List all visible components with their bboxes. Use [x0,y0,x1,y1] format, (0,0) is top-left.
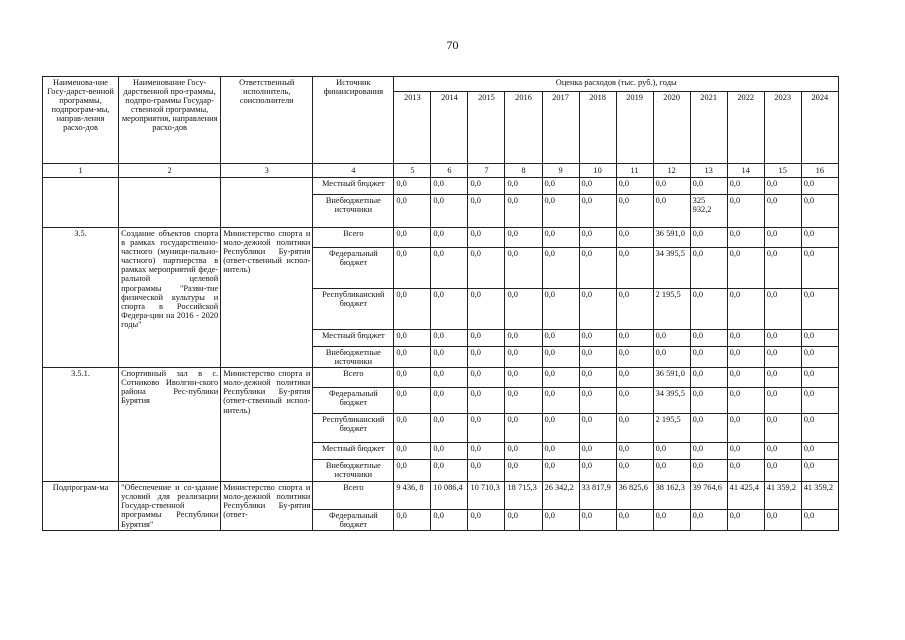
cell-program-code [43,178,119,228]
cell-value: 41 359,2 [801,482,838,510]
cell-value: 2 195,5 [653,289,690,330]
cell-value: 0,0 [727,460,764,482]
cell-value: 0,0 [394,248,431,289]
cell-value: 0,0 [431,388,468,414]
cell-value: 0,0 [690,228,727,248]
cell-value: 0,0 [727,289,764,330]
cell-value: 0,0 [764,330,801,347]
cell-funding-source: Республиканский бюджет [313,414,394,443]
cell-value: 0,0 [579,195,616,228]
cell-value: 0,0 [505,443,542,460]
cell-executor: Министерство спорта и моло-дежной политики Республики Бу-рятия (ответ-ственный испол-нитель) [221,368,313,482]
column-number: 7 [468,164,505,178]
cell-value: 0,0 [505,368,542,388]
cell-value: 0,0 [431,195,468,228]
cell-value: 0,0 [579,443,616,460]
cell-value: 0,0 [431,248,468,289]
cell-value: 0,0 [616,347,653,368]
header-program-name: Наименова-ние Госу-дарст-венной программы, подпрограм-мы, направ-ления расхо-дов [43,77,119,164]
cell-value: 0,0 [690,289,727,330]
column-number: 14 [727,164,764,178]
cell-value: 0,0 [431,228,468,248]
table-row [43,228,839,248]
cell-value: 0,0 [579,178,616,195]
cell-value: 0,0 [801,347,838,368]
cell-value: 0,0 [690,248,727,289]
cell-executor [221,178,313,228]
cell-funding-source: Федеральный бюджет [313,248,394,289]
cell-executor: Министерство спорта и моло-дежной политики Республики Бу-рятия (ответ-ственный испол-нитель) [221,228,313,368]
cell-value: 0,0 [505,510,542,531]
cell-value: 0,0 [394,414,431,443]
cell-value: 34 395,5 [653,388,690,414]
header-year: 2023 [764,91,801,164]
page-number: 70 [446,38,459,52]
cell-value: 0,0 [394,460,431,482]
header-year: 2014 [431,91,468,164]
cell-value: 0,0 [431,368,468,388]
header-year: 2016 [505,91,542,164]
cell-value: 0,0 [764,195,801,228]
cell-value: 0,0 [468,178,505,195]
cell-value: 0,0 [468,289,505,330]
cell-funding-source: Всего [313,482,394,510]
cell-value: 0,0 [801,368,838,388]
cell-value: 0,0 [690,330,727,347]
cell-value: 0,0 [727,248,764,289]
cell-value: 0,0 [727,414,764,443]
header-year: 2013 [394,91,431,164]
cell-value: 34 395,5 [653,248,690,289]
cell-value: 0,0 [616,248,653,289]
cell-value: 0,0 [542,388,579,414]
header-year: 2019 [616,91,653,164]
cell-value: 325 932,2 [690,195,727,228]
cell-value: 0,0 [394,289,431,330]
cell-value: 9 436, 8 [394,482,431,510]
cell-value: 0,0 [801,388,838,414]
cell-value: 0,0 [579,388,616,414]
cell-value: 0,0 [801,443,838,460]
cell-funding-source: Местный бюджет [313,330,394,347]
cell-value: 0,0 [394,228,431,248]
cell-value: 0,0 [468,510,505,531]
cell-value: 0,0 [690,443,727,460]
cell-value: 0,0 [579,248,616,289]
cell-value: 38 162,3 [653,482,690,510]
cell-value: 0,0 [653,330,690,347]
table-row [43,368,839,388]
column-number: 4 [313,164,394,178]
header-cost-estimate: Оценка расходов (тыс. руб.), годы [394,77,839,92]
cell-value: 0,0 [764,248,801,289]
cell-value: 0,0 [764,388,801,414]
cell-value: 0,0 [394,330,431,347]
cell-value: 36 591,0 [653,228,690,248]
table-row [43,482,839,510]
cell-value: 0,0 [505,195,542,228]
cell-value: 0,0 [579,368,616,388]
cell-value: 0,0 [468,368,505,388]
cell-activity-name: Создание объектов спорта в рамках государственно-частного (муници-пально-частного) партнерства в рамках мероприятий феде-ральной целевой программы "Разви-тие физической культуры и спорта в Российской Федера-ции на 2016 - 2020 годы" [119,228,221,368]
cell-value: 0,0 [801,289,838,330]
cell-value: 0,0 [801,510,838,531]
column-number: 3 [221,164,313,178]
cell-funding-source: Внебюджетные источники [313,195,394,228]
cell-value: 0,0 [579,289,616,330]
cell-value: 0,0 [542,510,579,531]
cell-value: 0,0 [505,460,542,482]
header-year: 2015 [468,91,505,164]
cell-value: 0,0 [690,368,727,388]
column-number: 6 [431,164,468,178]
cell-executor: Министерство спорта и моло-дежной политики Республики Бу-рятия (ответ- [221,482,313,531]
header-year: 2017 [542,91,579,164]
header-year: 2018 [579,91,616,164]
cell-value: 36 591,0 [653,368,690,388]
cell-funding-source: Всего [313,368,394,388]
cell-value: 0,0 [616,443,653,460]
cell-value: 33 817,9 [579,482,616,510]
cell-value: 0,0 [764,510,801,531]
cell-value: 0,0 [505,414,542,443]
cell-value: 18 715,3 [505,482,542,510]
cell-value: 0,0 [468,195,505,228]
cell-value: 0,0 [542,248,579,289]
header-year: 2024 [801,91,838,164]
cell-value: 0,0 [505,289,542,330]
cell-value: 0,0 [394,388,431,414]
cell-value: 0,0 [727,347,764,368]
cell-value: 26 342,2 [542,482,579,510]
cell-funding-source: Внебюджетные источники [313,347,394,368]
cell-value: 0,0 [764,368,801,388]
cell-program-code: Подпрограм-ма [43,482,119,531]
cell-value: 0,0 [801,228,838,248]
table-header [43,77,839,178]
header-year: 2022 [727,91,764,164]
cell-activity-name [119,178,221,228]
cell-value: 0,0 [653,460,690,482]
header-year: 2020 [653,91,690,164]
cell-value: 0,0 [579,347,616,368]
cell-value: 0,0 [727,195,764,228]
cell-value: 0,0 [394,347,431,368]
header-funding-source: Источник финансирования [313,77,394,164]
cell-value: 0,0 [394,195,431,228]
cell-value: 0,0 [764,289,801,330]
column-number: 16 [801,164,838,178]
cell-value: 0,0 [801,460,838,482]
cell-value: 0,0 [616,289,653,330]
cell-value: 0,0 [468,228,505,248]
cell-value: 0,0 [727,330,764,347]
cell-value: 41 425,4 [727,482,764,510]
header-activity-name: Наименование Госу-дарственной про-граммы, подпро-граммы Государ-ственной программы, мероприятия, направления расхо-дов [119,77,221,164]
column-number: 11 [616,164,653,178]
cell-value: 0,0 [468,460,505,482]
header-year: 2021 [690,91,727,164]
cell-value: 0,0 [394,368,431,388]
cell-value: 0,0 [616,460,653,482]
cell-value: 0,0 [616,368,653,388]
cell-value: 36 825,6 [616,482,653,510]
cell-value: 0,0 [542,460,579,482]
cell-value: 0,0 [727,388,764,414]
cell-value: 0,0 [801,178,838,195]
cell-activity-name: Спортивный зал в с. Сотниково Иволгин-ского района Рес-публики Бурятия [119,368,221,482]
cell-value: 0,0 [616,414,653,443]
cell-value: 0,0 [653,347,690,368]
cell-value: 0,0 [394,510,431,531]
cell-value: 0,0 [431,289,468,330]
cell-program-code: 3.5.1. [43,368,119,482]
cell-funding-source: Местный бюджет [313,178,394,195]
cell-value: 0,0 [616,510,653,531]
cell-value: 0,0 [542,330,579,347]
cell-value: 0,0 [690,460,727,482]
cell-value: 0,0 [764,460,801,482]
cell-value: 0,0 [431,330,468,347]
cell-value: 0,0 [727,368,764,388]
cell-value: 0,0 [764,443,801,460]
cell-value: 39 764,6 [690,482,727,510]
cell-value: 0,0 [542,228,579,248]
cell-value: 0,0 [801,414,838,443]
cell-value: 0,0 [431,347,468,368]
cell-value: 0,0 [727,178,764,195]
cell-value: 0,0 [579,510,616,531]
cell-value: 0,0 [690,510,727,531]
cell-value: 0,0 [616,178,653,195]
cell-value: 0,0 [653,510,690,531]
cell-value: 0,0 [616,195,653,228]
column-number: 8 [505,164,542,178]
cell-funding-source: Всего [313,228,394,248]
cell-value: 0,0 [542,347,579,368]
cell-value: 0,0 [579,414,616,443]
cell-value: 0,0 [468,443,505,460]
cell-value: 0,0 [542,414,579,443]
cell-value: 0,0 [468,330,505,347]
cell-value: 0,0 [764,228,801,248]
table-body [43,178,839,531]
cell-value: 0,0 [764,414,801,443]
cell-value: 0,0 [431,443,468,460]
cell-value: 0,0 [505,388,542,414]
cell-activity-name: "Обеспечение и со-здание условий для реализации Государ-ственной программы Республики Бурятия" [119,482,221,531]
cell-value: 0,0 [801,248,838,289]
cell-value: 0,0 [579,460,616,482]
cell-value: 10 086,4 [431,482,468,510]
column-number: 15 [764,164,801,178]
cell-value: 0,0 [394,443,431,460]
column-number: 10 [579,164,616,178]
cell-value: 0,0 [394,178,431,195]
cell-value: 0,0 [468,347,505,368]
cell-value: 0,0 [690,178,727,195]
column-number: 12 [653,164,690,178]
cell-value: 0,0 [431,510,468,531]
cell-value: 0,0 [542,178,579,195]
cell-value: 0,0 [764,178,801,195]
cell-value: 0,0 [727,510,764,531]
table-row [43,178,839,195]
cell-funding-source: Федеральный бюджет [313,510,394,531]
cell-value: 0,0 [505,347,542,368]
budget-table [42,76,839,531]
cell-value: 0,0 [431,178,468,195]
cell-program-code: 3.5. [43,228,119,368]
cell-value: 0,0 [579,330,616,347]
cell-value: 0,0 [579,228,616,248]
header-executor: Ответственный исполнитель, соисполнители [221,77,313,164]
cell-value: 0,0 [505,248,542,289]
cell-value: 41 359,2 [764,482,801,510]
cell-value: 0,0 [764,347,801,368]
cell-value: 0,0 [542,368,579,388]
cell-value: 0,0 [653,178,690,195]
cell-funding-source: Республиканский бюджет [313,289,394,330]
cell-value: 0,0 [431,460,468,482]
cell-value: 0,0 [653,195,690,228]
cell-value: 0,0 [542,195,579,228]
cell-value: 0,0 [653,443,690,460]
cell-value: 0,0 [727,443,764,460]
column-number: 9 [542,164,579,178]
cell-value: 0,0 [542,289,579,330]
cell-value: 0,0 [690,388,727,414]
cell-value: 2 195,5 [653,414,690,443]
cell-value: 0,0 [468,388,505,414]
cell-funding-source: Внебюджетные источники [313,460,394,482]
cell-value: 0,0 [468,414,505,443]
cell-value: 0,0 [431,414,468,443]
cell-value: 0,0 [616,228,653,248]
cell-value: 0,0 [505,178,542,195]
cell-value: 0,0 [616,388,653,414]
cell-value: 0,0 [801,195,838,228]
column-number: 5 [394,164,431,178]
cell-value: 10 710,3 [468,482,505,510]
cell-value: 0,0 [542,443,579,460]
cell-value: 0,0 [801,330,838,347]
cell-value: 0,0 [505,228,542,248]
cell-value: 0,0 [468,248,505,289]
cell-value: 0,0 [616,330,653,347]
cell-value: 0,0 [690,347,727,368]
cell-funding-source: Местный бюджет [313,443,394,460]
cell-value: 0,0 [505,330,542,347]
cell-value: 0,0 [690,414,727,443]
column-number: 2 [119,164,221,178]
cell-value: 0,0 [727,228,764,248]
column-number: 13 [690,164,727,178]
cell-funding-source: Федеральный бюджет [313,388,394,414]
column-number: 1 [43,164,119,178]
